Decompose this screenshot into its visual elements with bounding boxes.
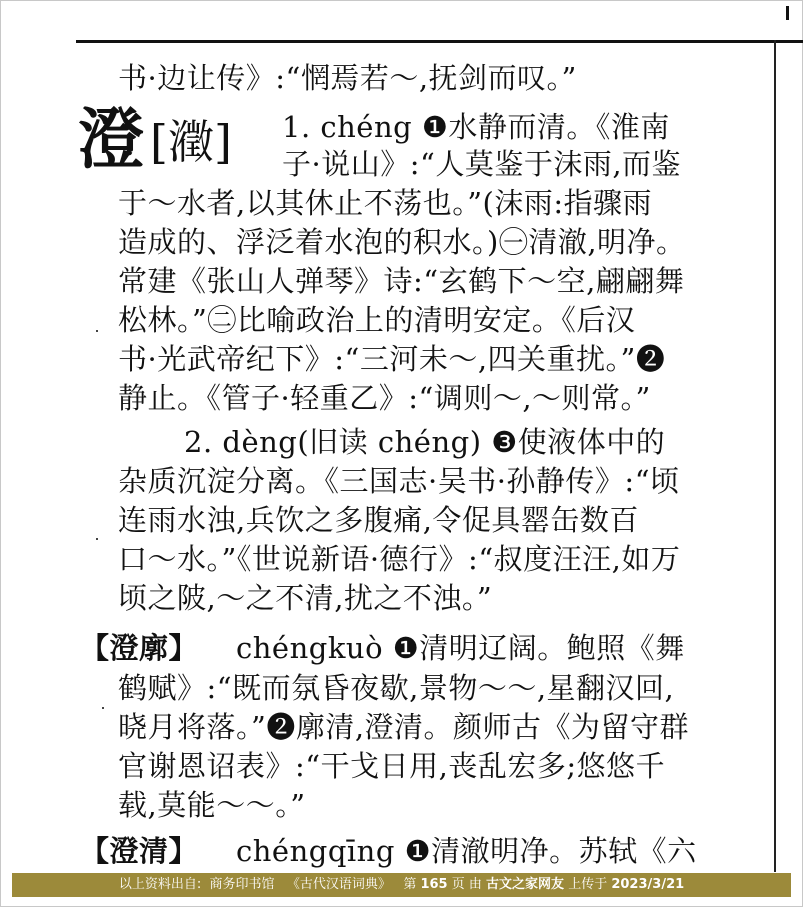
entry-line-2: 子·说山》:“人莫鉴于沫雨,而鉴 xyxy=(282,147,682,181)
entry-line-6: 松林。”㊁比喻政治上的清明安定。《后汉 xyxy=(118,303,636,337)
top-rule xyxy=(76,40,803,43)
footer-book: 《古代汉语词典》 xyxy=(286,877,391,892)
corner-mark xyxy=(786,6,789,20)
footer-prefix: 以上资料出自: xyxy=(118,877,202,892)
footer-page-number: 165 xyxy=(420,877,448,892)
sub-entry-head-chengqing: 【澄清】 xyxy=(80,834,199,868)
scan-speck xyxy=(102,707,104,709)
entry-line-11: 连雨水浊,兵饮之多腹痛,令促具罂缶数百 xyxy=(118,503,639,537)
entry-line-8: 静止。《管子·轻重乙》:“调则～,～则常。” xyxy=(118,381,651,415)
footer-date: 2023/3/21 xyxy=(611,877,685,892)
entry-line-1: 1. chéng ❶水静而清。《淮南 xyxy=(282,110,670,144)
sub-entry-line: chéngkuò ❶清明辽阔。鲍照《舞 xyxy=(236,631,685,665)
footer-upload-label: 上传于 xyxy=(568,877,608,892)
right-rule xyxy=(774,40,776,872)
sub-entry-line: 载,莫能～～。” xyxy=(118,788,306,822)
entry-line-10: 杂质沉淀分离。《三国志·吴书·孙静传》:“顷 xyxy=(118,464,680,498)
scan-speck xyxy=(96,538,98,540)
entry-line-7: 书·光武帝纪下》:“三河未～,四关重扰。”❷ xyxy=(118,342,666,376)
sub-entry-line: chéngqīng ❶清澈明净。苏轼《六 xyxy=(236,834,697,868)
entry-line-4: 造成的、浮泛着水泡的积水。)㊀清澈,明净。 xyxy=(118,225,686,259)
footer-page-suffix: 页 由 xyxy=(451,877,482,892)
sub-entry-line: 官谢恩诏表》:“干戈日用,丧乱宏多;悠悠千 xyxy=(118,749,666,783)
headword: 澄 xyxy=(78,100,144,178)
footer-publisher: 商务印书馆 xyxy=(209,877,275,892)
sub-entry-line: 鹤赋》:“既而氛昏夜歇,景物～～,星翻汉回, xyxy=(118,671,675,705)
carry-over-line: 书·边让传》:“惘焉若～,抚剑而叹。” xyxy=(118,61,577,95)
entry-line-12: 口～水。”《世说新语·德行》:“叔度汪汪,如万 xyxy=(118,542,681,576)
sub-entry-line: 晓月将落。”❷廓清,澄清。颜师古《为留守群 xyxy=(118,710,690,744)
entry-line-13: 顷之陂,～之不清,扰之不浊。” xyxy=(118,581,493,615)
source-footer xyxy=(12,873,791,897)
scan-speck xyxy=(96,330,98,332)
entry-line-3: 于～水者,以其休止不荡也。”(沫雨:指骤雨 xyxy=(118,186,653,220)
entry-line-9: 2. dèng(旧读 chéng) ❸使液体中的 xyxy=(184,425,666,459)
footer-source-link[interactable]: 古文之家网友 xyxy=(486,877,565,892)
headword-variant: [瀓] xyxy=(150,115,232,169)
footer-page-label: 第 xyxy=(403,877,417,892)
entry-line-5: 常建《张山人弹琴》诗:“玄鹤下～空,翩翩舞 xyxy=(118,264,685,298)
sub-entry-head-chengkuo: 【澄廓】 xyxy=(80,631,199,665)
